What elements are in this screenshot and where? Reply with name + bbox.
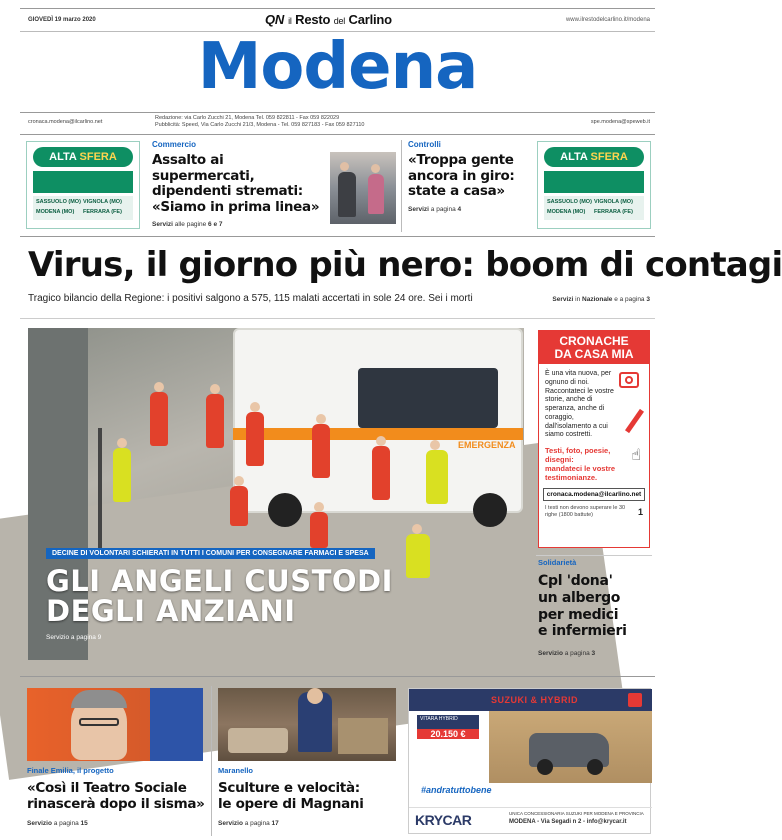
- ad-brand-1: ALTA: [560, 151, 588, 163]
- ambulance-label: EMERGENZA: [458, 440, 516, 450]
- altasfera-badge: [33, 147, 133, 167]
- story-headline[interactable]: Sculture e velocità: le opere di Magnani: [218, 780, 364, 812]
- logo-resto: Resto: [295, 12, 331, 27]
- ad-location: FERRARA (FE): [83, 209, 122, 215]
- ad-altasfera-right[interactable]: [537, 141, 651, 229]
- story-servizio: Servizio a pagina 15: [27, 820, 88, 828]
- photo-headline[interactable]: GLI ANGELI CUSTODI DEGLI ANZIANI: [46, 564, 393, 629]
- maranello-photo[interactable]: [218, 688, 396, 761]
- volunteer: [310, 512, 328, 548]
- cronache-body: È una vita nuova, per ognuno di noi. Raccontateci le vostre storie, anche di speranza, anche di coraggio, dall'isolamento a cui siamo costretti.: [545, 370, 614, 439]
- story-finale-emilia[interactable]: [27, 766, 207, 827]
- volunteer: [372, 446, 390, 500]
- story-headline[interactable]: «Troppa gente ancora in giro: state a casa»: [408, 152, 515, 200]
- photo-servizio: Servizio a pagina 9: [46, 634, 102, 641]
- story-headline[interactable]: Cpl 'dona' un albergo per medici e infermieri: [538, 573, 627, 640]
- story-servizio: Servizio a pagina 17: [218, 820, 279, 828]
- suzuki-model: SUZUKI & HYBRID: [491, 695, 579, 705]
- cronache-number: 1: [637, 507, 643, 518]
- main-story-ref: Servizi in Nazionale e a pagina 3: [552, 296, 650, 303]
- ambulance-wheel: [268, 493, 302, 527]
- altasfera-badge: [544, 147, 644, 167]
- krycar-logo: KRYCAR: [415, 812, 472, 828]
- suzuki-price: 20.150 €: [417, 729, 479, 739]
- cronache-title: CRONACHE DA CASA MIA: [539, 331, 649, 364]
- ad-brand-2: SFERA: [79, 151, 117, 163]
- ad-location: FERRARA (FE): [594, 209, 633, 215]
- main-headline[interactable]: Virus, il giorno più nero: boom di contagi: [28, 245, 782, 285]
- ad-altasfera-left[interactable]: [26, 141, 140, 229]
- suzuki-logo-icon: [628, 693, 642, 707]
- ad-brand-1: ALTA: [49, 151, 77, 163]
- ad-brand-2: SFERA: [590, 151, 628, 163]
- photo-kicker: DECINE DI VOLONTARI SCHIERATI IN TUTTI I COMUNI PER CONSEGNARE FARMACI E SPESA: [46, 548, 375, 559]
- newspaper-logo[interactable]: [265, 12, 392, 27]
- ambulance-wheel: [473, 493, 507, 527]
- volunteer: [312, 424, 330, 478]
- logo-del: del: [333, 16, 346, 26]
- supermarket-photo[interactable]: [330, 152, 396, 224]
- main-photo-volunteers[interactable]: [28, 328, 524, 660]
- ad-location: SASSUOLO (MO): [547, 199, 592, 205]
- logo-carlino: Carlino: [348, 12, 392, 27]
- story-kicker: Commercio: [152, 140, 197, 149]
- ad-location: VIGNOLA (MO): [594, 199, 633, 205]
- story-headline[interactable]: Assalto ai supermercati, dipendenti stremati: «Siamo in prima linea»: [152, 152, 320, 215]
- logo-il: il: [288, 16, 292, 26]
- volunteer: [246, 412, 264, 466]
- edition-title: Modena: [197, 30, 478, 104]
- masthead-email-right[interactable]: spe.modena@speweb.it: [590, 119, 650, 125]
- story-servizi: Servizi alle pagine 6 e 7: [152, 221, 223, 229]
- pointer-hand-icon: ☝: [631, 447, 641, 465]
- main-subhead: Tragico bilancio della Regione: i positivi salgono a 575, 115 malati accertati in sole 24 ore. Sei i morti: [28, 293, 473, 304]
- finale-emilia-photo[interactable]: [27, 688, 203, 761]
- story-servizi: Servizi a pagina 4: [408, 205, 462, 213]
- story-kicker: Maranello: [218, 766, 254, 775]
- cronache-da-casa-mia-box[interactable]: [538, 330, 650, 548]
- masthead-redazione: [155, 115, 364, 129]
- story-solidarieta[interactable]: [538, 558, 652, 657]
- ad-location: MODENA (MO): [36, 209, 75, 215]
- story-headline[interactable]: «Così il Teatro Sociale rinascerà dopo il sisma»: [27, 780, 205, 812]
- story-kicker: Finale Emilia, il progetto: [27, 766, 114, 775]
- story-commercio[interactable]: [152, 140, 327, 228]
- volunteer: [206, 394, 224, 448]
- ad-locations: [544, 196, 644, 220]
- story-servizio: Servizio a pagina 3: [538, 650, 596, 658]
- suzuki-price-label: VITARA HYBRID: [417, 715, 479, 731]
- story-maranello[interactable]: [218, 766, 400, 827]
- camera-icon: [619, 372, 639, 388]
- ad-strip: [544, 171, 644, 193]
- redazione-line-2: Pubblicità: Speed, Via Carlo Zucchi 21/3, Modena - Tel. 059 827183 - Fax 059 827110: [155, 122, 365, 129]
- story-kicker: Solidarietà: [538, 558, 577, 567]
- krycar-info: UNICA CONCESSIONARIA SUZUKI PER MODENA E PROVINCIA MODENA - Via Segadi n 2 - info@krycar.it: [509, 811, 644, 825]
- redazione-line-1: Redazione: via Carlo Zucchi 21, Modena Tel. 059 822811 - Fax 059 822029: [155, 115, 340, 121]
- cronache-email[interactable]: cronaca.modena@ilcarlino.net: [543, 488, 645, 501]
- ad-location: MODENA (MO): [547, 209, 586, 215]
- ad-strip: [33, 171, 133, 193]
- ad-location: VIGNOLA (MO): [83, 199, 122, 205]
- ad-suzuki-krycar[interactable]: [408, 688, 651, 834]
- ambulance-window: [358, 368, 498, 428]
- ad-locations: [33, 196, 133, 220]
- story-controlli[interactable]: [408, 140, 530, 213]
- suzuki-photo: [489, 711, 652, 783]
- issue-date: GIOVEDÌ 19 marzo 2020: [28, 17, 96, 23]
- ad-location: SASSUOLO (MO): [36, 199, 81, 205]
- volunteer: [113, 448, 131, 502]
- volunteer: [426, 450, 448, 504]
- story-kicker: Controlli: [408, 140, 441, 149]
- volunteer: [406, 534, 430, 578]
- volunteer: [150, 392, 168, 446]
- cronache-note: I testi non devono superare le 30 righe (1800 battute) 1: [545, 505, 643, 518]
- cronache-call: Testi, foto, poesie, disegni: mandateci le vostre testimonianze. ☝: [545, 446, 641, 483]
- logo-qn: QN: [265, 12, 285, 27]
- suzuki-hashtag: #andratuttobene: [421, 785, 492, 795]
- masthead-email-left[interactable]: cronaca.modena@ilcarlino.net: [28, 119, 103, 125]
- volunteer: [230, 486, 248, 526]
- photo-pole: [98, 428, 102, 558]
- website-url[interactable]: www.ilrestodelcarlino.it/modena: [565, 17, 650, 23]
